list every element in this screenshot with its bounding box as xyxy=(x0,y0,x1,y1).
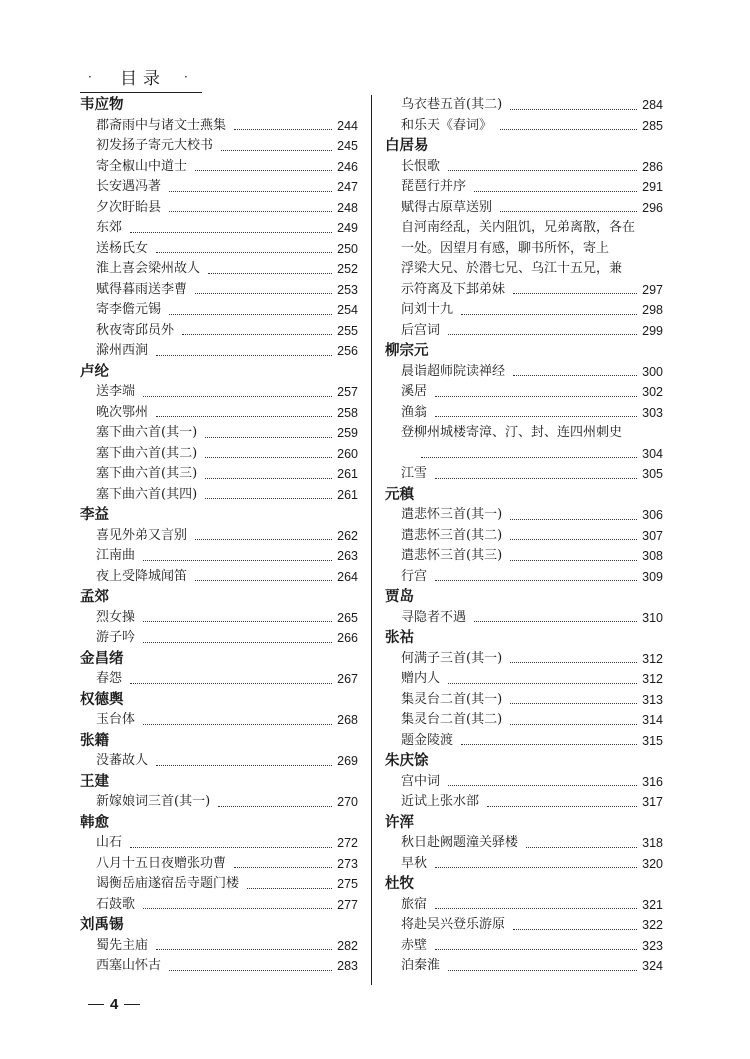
entry-title: 晚次鄂州 xyxy=(96,404,149,420)
toc-entry xyxy=(80,382,358,403)
entry-title: 泊秦淮 xyxy=(401,958,441,973)
entry-title: 蜀先主庙 xyxy=(96,937,149,953)
entry-title: 寻隐者不遇 xyxy=(401,609,467,625)
dot-leader xyxy=(510,724,637,725)
dot-leader xyxy=(448,683,637,684)
toc-entry xyxy=(80,280,358,301)
entry-title: 夜上受降城闻笛 xyxy=(96,568,188,584)
entry-title: 滁州西涧 xyxy=(96,343,149,358)
entry-page-number: 321 xyxy=(642,897,663,912)
entry-title: 长恨歌 xyxy=(401,158,441,174)
author-heading: 韦应物 xyxy=(80,97,124,113)
entry-title: 送李端 xyxy=(96,384,136,399)
toc-entry xyxy=(385,895,663,916)
dot-leader xyxy=(195,293,332,294)
dot-leader xyxy=(143,396,332,397)
entry-title: 西塞山怀古 xyxy=(96,958,162,973)
dot-leader xyxy=(156,355,332,356)
entry-page-number: 284 xyxy=(642,98,663,112)
entry-page-number: 249 xyxy=(337,221,358,235)
author-heading: 元稹 xyxy=(385,486,414,503)
dot-leader xyxy=(510,560,637,561)
toc-entry xyxy=(80,710,358,731)
toc-entry xyxy=(385,669,663,690)
entry-page-number: 313 xyxy=(642,692,663,707)
entry-title: 江南曲 xyxy=(96,548,136,563)
toc-entry xyxy=(385,505,663,526)
dot-leader xyxy=(448,170,637,171)
entry-page-number: 244 xyxy=(337,118,358,133)
dot-leader xyxy=(143,560,332,561)
entry-title: 将赴吴兴登乐游原 xyxy=(401,917,506,932)
entry-page-number: 269 xyxy=(337,754,358,768)
dot-leader xyxy=(130,847,332,848)
dot-leader xyxy=(461,744,637,745)
entry-title: 寄李儋元锡 xyxy=(96,302,162,317)
dot-leader xyxy=(510,109,637,110)
entry-page-number: 285 xyxy=(642,118,663,133)
entry-page-number: 304 xyxy=(642,446,663,461)
entry-title: 遣悲怀三首(其三) xyxy=(401,548,503,563)
entry-title: 玉台体 xyxy=(96,712,136,727)
dot-leader xyxy=(169,211,332,212)
entry-page-number: 263 xyxy=(337,549,358,563)
toc-entry xyxy=(80,526,358,547)
toc-entry xyxy=(80,546,358,567)
entry-title: 谒衡岳庙遂宿岳寺题门楼 xyxy=(96,876,240,891)
entry-page-number: 317 xyxy=(642,795,663,809)
dot-leader xyxy=(500,129,637,130)
entry-page-number: 253 xyxy=(337,282,358,297)
toc-entry xyxy=(80,177,358,198)
dot-leader xyxy=(143,642,332,643)
entry-page-number: 322 xyxy=(642,918,663,932)
toc-entry xyxy=(80,157,358,178)
dot-leader xyxy=(474,621,637,622)
dot-leader xyxy=(143,621,332,622)
toc-entry xyxy=(385,300,663,321)
entry-title: 塞下曲六首(其四) xyxy=(96,486,198,502)
footer-dash-right xyxy=(124,1004,140,1005)
entry-page-number: 247 xyxy=(337,180,358,194)
entry-page-number: 248 xyxy=(337,200,358,215)
entry-title: 赋得暮雨送李曹 xyxy=(96,281,188,297)
entry-page-number: 273 xyxy=(337,856,358,871)
page-title: 目录 xyxy=(120,69,166,89)
header-dot-right: · xyxy=(184,70,188,84)
entry-title: 没蕃故人 xyxy=(96,753,149,768)
dot-leader xyxy=(234,129,332,130)
toc-entry xyxy=(80,567,358,588)
dot-leader xyxy=(156,252,332,253)
toc-entry xyxy=(80,444,358,465)
entry-page-number: 246 xyxy=(337,159,358,174)
entry-page-number: 307 xyxy=(642,528,663,543)
toc-entry xyxy=(80,321,358,342)
entry-title: 八月十五日夜赠张功曹 xyxy=(96,855,227,871)
entry-page-number: 252 xyxy=(337,262,358,276)
entry-title: 游子吟 xyxy=(96,630,136,645)
dot-leader xyxy=(526,847,637,848)
toc-entry xyxy=(80,198,358,219)
entry-title: 初发扬子寄元大校书 xyxy=(96,138,214,153)
page-number: 4 xyxy=(110,996,119,1013)
entry-title: 东郊 xyxy=(96,220,123,235)
entry-title: 赠内人 xyxy=(401,671,441,686)
entry-title: 秋日赴阙题潼关驿楼 xyxy=(401,835,519,850)
entry-title: 送杨氏女 xyxy=(96,240,149,256)
author-heading: 张籍 xyxy=(80,732,109,749)
dot-leader xyxy=(143,724,332,725)
dot-leader xyxy=(421,457,637,458)
toc-entry xyxy=(385,854,663,875)
dot-leader xyxy=(448,334,637,335)
dot-leader xyxy=(156,416,332,417)
entry-page-number: 256 xyxy=(337,344,358,358)
toc-entry xyxy=(80,218,358,239)
entry-title: 行宫 xyxy=(401,568,428,584)
entry-page-number: 312 xyxy=(642,672,663,686)
entry-page-number: 254 xyxy=(337,303,358,317)
toc-entry xyxy=(385,423,663,464)
dot-leader xyxy=(218,806,332,807)
entry-title: 乌衣巷五首(其二) xyxy=(401,97,503,112)
entry-title: 何满子三首(其一) xyxy=(401,650,503,666)
entry-title: 遣悲怀三首(其二) xyxy=(401,527,503,543)
entry-title: 春怨 xyxy=(96,671,123,686)
entry-page-number: 303 xyxy=(642,405,663,420)
entry-page-number: 314 xyxy=(642,713,663,727)
dot-leader xyxy=(487,806,637,807)
dot-leader xyxy=(169,314,332,315)
author-heading: 刘禹锡 xyxy=(80,917,124,933)
dot-leader xyxy=(510,703,637,704)
toc-entry xyxy=(80,751,358,772)
author-heading: 韩愈 xyxy=(80,814,109,831)
author-heading: 王建 xyxy=(80,773,109,790)
entry-title: 喜见外弟又言别 xyxy=(96,527,188,543)
entry-title: 淮上喜会梁州故人 xyxy=(96,261,201,276)
entry-title-part: 示符离及下邽弟妹 xyxy=(401,281,506,297)
entry-title: 塞下曲六首(其三) xyxy=(96,466,198,481)
entry-title: 渔翁 xyxy=(401,404,428,420)
toc-entry xyxy=(80,300,358,321)
dot-leader xyxy=(195,539,332,540)
author-heading: 杜牧 xyxy=(385,876,414,892)
entry-page-number: 277 xyxy=(337,897,358,912)
toc-entry xyxy=(385,526,663,547)
dot-leader xyxy=(143,908,332,909)
dot-leader xyxy=(208,273,332,274)
dot-leader xyxy=(500,211,637,212)
toc-entry xyxy=(385,116,663,137)
toc-entry xyxy=(80,403,358,424)
entry-title: 赋得古原草送别 xyxy=(401,199,493,215)
entry-title: 琵琶行并序 xyxy=(401,179,467,194)
entry-page-number: 302 xyxy=(642,385,663,399)
entry-page-number: 298 xyxy=(642,303,663,317)
entry-title: 宫中词 xyxy=(401,773,441,789)
dot-leader xyxy=(182,334,332,335)
toc-entry xyxy=(385,382,663,403)
entry-page-number: 267 xyxy=(337,672,358,686)
toc-entry xyxy=(385,403,663,424)
entry-title: 寄全椒山中道士 xyxy=(96,158,188,174)
dot-leader xyxy=(435,396,637,397)
toc-entry xyxy=(80,608,358,629)
entry-title: 集灵台二首(其一) xyxy=(401,691,503,707)
dot-leader xyxy=(435,580,637,581)
toc-entry-line xyxy=(401,280,663,301)
entry-page-number: 315 xyxy=(642,733,663,748)
entry-title: 溪居 xyxy=(401,384,428,399)
author-heading: 白居易 xyxy=(385,138,429,154)
dot-leader xyxy=(221,150,332,151)
entry-page-number: 258 xyxy=(337,405,358,420)
toc-entry xyxy=(385,218,663,300)
entry-page-number: 282 xyxy=(337,938,358,953)
toc-entry xyxy=(80,792,358,813)
dot-leader xyxy=(510,519,637,520)
toc-entry xyxy=(385,690,663,711)
toc-entry xyxy=(385,608,663,629)
entry-page-number: 272 xyxy=(337,836,358,850)
entry-title: 早秋 xyxy=(401,855,428,871)
author-heading: 柳宗元 xyxy=(385,343,429,359)
entry-title: 夕次盱眙县 xyxy=(96,199,162,215)
toc-entry xyxy=(80,628,358,649)
entry-title: 赤壁 xyxy=(401,937,428,953)
toc-entry xyxy=(80,423,358,444)
entry-page-number: 270 xyxy=(337,795,358,809)
entry-title: 近试上张水部 xyxy=(401,794,480,809)
toc-entry xyxy=(385,936,663,957)
entry-title: 后宫词 xyxy=(401,322,441,338)
toc-column-right xyxy=(385,95,663,977)
entry-page-number: 266 xyxy=(337,631,358,645)
dot-leader xyxy=(205,498,332,499)
entry-title: 郡斋雨中与诸文士燕集 xyxy=(96,117,227,133)
entry-title: 长安遇冯著 xyxy=(96,179,162,194)
toc-entry xyxy=(385,956,663,977)
entry-page-number: 286 xyxy=(642,159,663,174)
dot-leader xyxy=(435,867,637,868)
entry-title: 烈女操 xyxy=(96,609,136,625)
entry-page-number: 245 xyxy=(337,139,358,153)
entry-title-part: 浮梁大兄、於潜七兄、乌江十五兄，兼 xyxy=(401,261,623,276)
entry-page-number: 257 xyxy=(337,385,358,399)
entry-title: 新嫁娘词三首(其一) xyxy=(96,794,211,809)
toc-entry xyxy=(80,259,358,280)
entry-page-number: 310 xyxy=(642,610,663,625)
toc-entry xyxy=(385,649,663,670)
toc-entry xyxy=(385,157,663,178)
toc-entry xyxy=(385,464,663,485)
entry-page-number: 306 xyxy=(642,508,663,522)
author-heading: 张祜 xyxy=(385,630,414,646)
toc-entry-line xyxy=(401,444,663,465)
entry-page-number: 268 xyxy=(337,713,358,727)
dot-leader xyxy=(461,314,637,315)
entry-page-number: 324 xyxy=(642,959,663,973)
author-heading: 孟郊 xyxy=(80,589,109,605)
dot-leader xyxy=(205,478,332,479)
dot-leader xyxy=(156,949,332,950)
entry-title-part: 登柳州城楼寄漳、汀、封、连四州刺史 xyxy=(401,425,623,440)
entry-page-number: 296 xyxy=(642,200,663,215)
toc-entry xyxy=(80,116,358,137)
toc-entry xyxy=(385,567,663,588)
dot-leader xyxy=(435,949,637,950)
toc-entry xyxy=(80,936,358,957)
toc-entry xyxy=(385,915,663,936)
entry-page-number: 305 xyxy=(642,467,663,481)
dot-leader xyxy=(513,375,637,376)
toc-entry xyxy=(385,362,663,383)
toc-entry xyxy=(80,956,358,977)
entry-page-number: 308 xyxy=(642,549,663,563)
dot-leader xyxy=(130,683,332,684)
entry-page-number: 291 xyxy=(642,180,663,194)
author-heading: 权德舆 xyxy=(80,691,124,708)
toc-entry xyxy=(80,464,358,485)
entry-title: 遣悲怀三首(其一) xyxy=(401,507,503,522)
entry-page-number: 264 xyxy=(337,569,358,584)
author-heading: 朱庆馀 xyxy=(385,753,429,769)
entry-page-number: 255 xyxy=(337,323,358,338)
toc-entry xyxy=(385,321,663,342)
entry-page-number: 275 xyxy=(337,877,358,891)
toc-column-left xyxy=(80,95,358,977)
entry-title: 问刘十九 xyxy=(401,302,454,317)
entry-page-number: 283 xyxy=(337,959,358,973)
entry-title: 秋夜寄邱员外 xyxy=(96,322,175,338)
toc-entry xyxy=(385,198,663,219)
entry-page-number: 316 xyxy=(642,774,663,789)
entry-title: 旅宿 xyxy=(401,896,428,912)
dot-leader xyxy=(169,970,332,971)
toc-entry xyxy=(385,792,663,813)
dot-leader xyxy=(435,416,637,417)
toc-entry xyxy=(385,772,663,793)
dot-leader xyxy=(195,170,332,171)
toc-entry xyxy=(385,731,663,752)
dot-leader xyxy=(435,478,637,479)
dot-leader xyxy=(513,293,637,294)
toc-entry xyxy=(80,485,358,506)
toc-entry xyxy=(80,136,358,157)
toc-entry xyxy=(385,546,663,567)
entry-title: 山石 xyxy=(96,835,123,850)
entry-title-part: 一处。因望月有感，聊书所怀，寄上 xyxy=(401,240,610,256)
author-heading: 卢纶 xyxy=(80,363,109,380)
dot-leader xyxy=(195,580,332,581)
entry-title: 石鼓歌 xyxy=(96,896,136,912)
toc-entry xyxy=(80,895,358,916)
author-heading: 金昌绪 xyxy=(80,650,124,667)
entry-page-number: 309 xyxy=(642,569,663,584)
running-header xyxy=(80,64,202,93)
dot-leader xyxy=(205,457,332,458)
entry-page-number: 323 xyxy=(642,938,663,953)
dot-leader xyxy=(448,785,637,786)
toc-entry xyxy=(80,833,358,854)
dot-leader xyxy=(510,662,637,663)
dot-leader xyxy=(169,191,332,192)
entry-page-number: 299 xyxy=(642,323,663,338)
toc-entry xyxy=(385,95,663,116)
toc-entry xyxy=(80,854,358,875)
entry-title-part: 自河南经乱，关内阻饥，兄弟离散，各在 xyxy=(401,220,636,235)
dot-leader xyxy=(156,765,332,766)
author-heading: 李益 xyxy=(80,507,109,523)
entry-title: 塞下曲六首(其二) xyxy=(96,445,198,461)
entry-page-number: 312 xyxy=(642,651,663,666)
entry-title: 塞下曲六首(其一) xyxy=(96,425,198,440)
page-footer xyxy=(82,996,146,1013)
entry-page-number: 259 xyxy=(337,426,358,440)
entry-page-number: 265 xyxy=(337,610,358,625)
entry-title: 集灵台二首(其二) xyxy=(401,712,503,727)
author-heading: 贾岛 xyxy=(385,589,414,605)
toc-entry xyxy=(385,833,663,854)
dot-leader xyxy=(247,888,332,889)
dot-leader xyxy=(474,191,637,192)
toc-entry xyxy=(80,874,358,895)
dot-leader xyxy=(205,437,332,438)
entry-title: 题金陵渡 xyxy=(401,732,454,748)
entry-page-number: 261 xyxy=(337,487,358,502)
header-dot-left: · xyxy=(88,70,92,84)
entry-page-number: 261 xyxy=(337,467,358,481)
entry-page-number: 297 xyxy=(642,282,663,297)
toc-entry xyxy=(80,669,358,690)
dot-leader xyxy=(234,867,332,868)
author-heading: 许浑 xyxy=(385,814,414,831)
entry-page-number: 250 xyxy=(337,241,358,256)
dot-leader xyxy=(448,970,637,971)
toc-entry xyxy=(80,239,358,260)
dot-leader xyxy=(513,929,637,930)
entry-page-number: 262 xyxy=(337,528,358,543)
toc-entry xyxy=(80,341,358,362)
entry-title: 晨诣超师院读禅经 xyxy=(401,363,506,379)
entry-page-number: 320 xyxy=(642,856,663,871)
toc-entry xyxy=(385,177,663,198)
entry-title: 江雪 xyxy=(401,466,428,481)
footer-dash-left xyxy=(88,1004,104,1005)
dot-leader xyxy=(510,539,637,540)
entry-title: 和乐天《春词》 xyxy=(401,117,493,133)
entry-page-number: 318 xyxy=(642,836,663,850)
column-divider xyxy=(371,95,372,985)
entry-page-number: 260 xyxy=(337,446,358,461)
toc-entry xyxy=(385,710,663,731)
dot-leader xyxy=(435,908,637,909)
entry-page-number: 300 xyxy=(642,364,663,379)
dot-leader xyxy=(130,232,332,233)
